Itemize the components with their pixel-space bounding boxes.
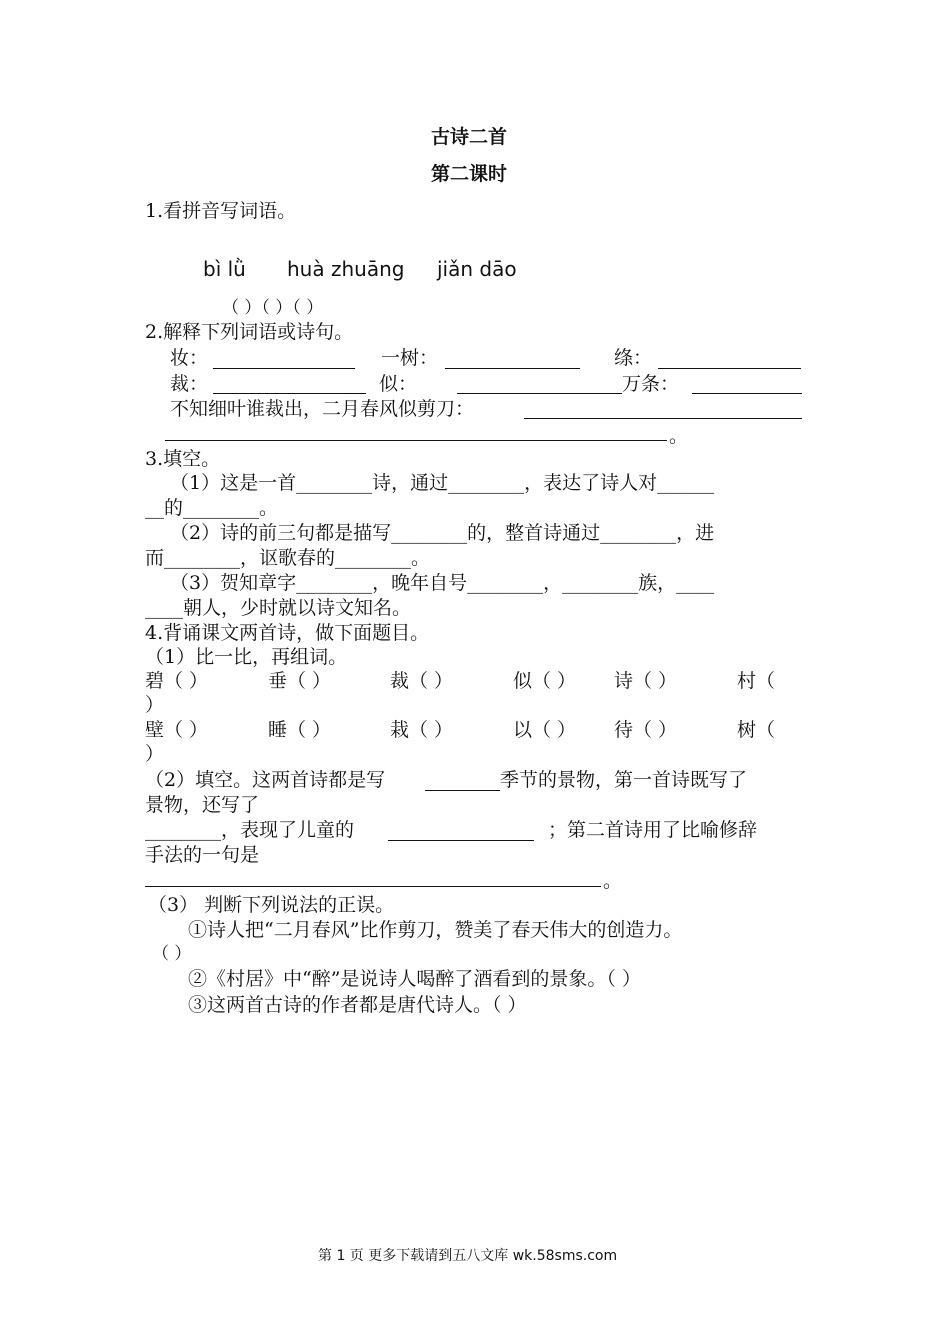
- q4-sub2-d: ________，表现了儿童的: [145, 819, 355, 841]
- pinyin-1: bì lǜ: [203, 257, 246, 281]
- q3-line-6: ____朝人，少时就以诗文知名。: [145, 597, 412, 619]
- q2-end-period: 。: [669, 425, 689, 447]
- q4-sub1: （1）比一比，再组词。: [145, 646, 348, 668]
- pinyin-3: jiǎn dāo: [437, 257, 517, 281]
- compare-wrap: ）: [145, 694, 165, 716]
- q4-sub2-end: 。: [603, 870, 623, 892]
- judge-item-2: ②《村居》中“醉”是说诗人喝醉了酒看到的景象。（ ）: [188, 968, 641, 990]
- compare-item: 壁（ ）: [145, 719, 209, 741]
- q4-sub2-a: （2）填空。这两首诗都是写: [145, 769, 386, 791]
- q4-sub2-c: 景物，还写了: [145, 794, 260, 816]
- q2-label-yishu: 一树：: [381, 347, 439, 369]
- q2-blank-5[interactable]: [457, 393, 622, 394]
- compare-item: 垂（ ）: [268, 670, 332, 692]
- compare-item: 裁（ ）: [390, 670, 454, 692]
- q4-sub2-f: 手法的一句是: [145, 844, 260, 866]
- q2-heading: 2.解释下列词语或诗句。: [145, 321, 354, 343]
- q2-label-zhuang: 妆：: [170, 347, 209, 369]
- q3-line-3: （2）诗的前三句都是描写________的，整首诗通过________，进: [170, 522, 715, 544]
- q4-sub2-e: ；第二首诗用了比喻修辞: [548, 819, 758, 841]
- q3-line-2: __的________。: [145, 497, 279, 519]
- q2-verse: 不知细叶谁裁出，二月春风似剪刀：: [170, 398, 475, 420]
- q2-blank-6[interactable]: [692, 393, 802, 394]
- q2-label-cai: 裁：: [170, 373, 209, 395]
- compare-item: 树（: [737, 719, 776, 741]
- q2-blank-2[interactable]: [445, 368, 580, 369]
- pinyin-2: huà zhuāng: [287, 257, 405, 281]
- q2-label-si: 似：: [379, 373, 418, 395]
- compare-item: 待（ ）: [614, 719, 678, 741]
- compare-item: 碧（ ）: [145, 670, 209, 692]
- compare-item: 村（: [737, 670, 776, 692]
- q4-blank-metaphor[interactable]: [145, 886, 601, 887]
- compare-item: 以（ ）: [513, 719, 577, 741]
- q3-line-5: （3）贺知章字________，晚年自号________，________族，____: [170, 572, 715, 594]
- q1-heading: 1.看拼音写词语。: [145, 200, 297, 222]
- q2-blank-4[interactable]: [213, 393, 366, 394]
- compare-item: 似（ ）: [513, 670, 577, 692]
- page-subtitle: 第二课时: [431, 163, 508, 185]
- q2-label-tao: 绦：: [614, 347, 653, 369]
- q4-heading: 4.背诵课文两首诗，做下面题目。: [145, 622, 430, 644]
- compare-item: 诗（ ）: [614, 670, 678, 692]
- compare-wrap: ）: [145, 743, 165, 765]
- q2-blank-1[interactable]: [213, 368, 355, 369]
- compare-item: 栽（ ）: [390, 719, 454, 741]
- q2-blank-3[interactable]: [658, 368, 801, 369]
- q4-blank-children[interactable]: [388, 840, 534, 841]
- q4-sub3: （3） 判断下列说法的正误。: [148, 894, 395, 916]
- page-title: 古诗二首: [431, 126, 508, 148]
- q3-line-1: （1）这是一首________诗，通过________，表达了诗人对______: [170, 472, 715, 494]
- compare-item: 睡（ ）: [268, 719, 332, 741]
- q3-heading: 3.填空。: [145, 448, 221, 470]
- q2-blank-8[interactable]: [165, 440, 667, 441]
- q2-blank-7[interactable]: [524, 418, 802, 419]
- q4-sub2-b: 季节的景物，第一首诗既写了: [500, 769, 748, 791]
- page-footer: 第 1 页 更多下载请到五八文库 wk.58sms.com: [318, 1248, 618, 1264]
- judge-item-3: ③这两首古诗的作者都是唐代诗人。（ ）: [188, 994, 527, 1016]
- answer-parens: （ ）（ ）（ ）: [222, 298, 324, 318]
- q3-line-4: 而________，讴歌春的________。: [145, 547, 431, 569]
- q4-blank-season[interactable]: [425, 790, 500, 791]
- q2-label-wantiao: 万条：: [622, 373, 680, 395]
- judge-paren-1: （ ）: [152, 944, 192, 964]
- judge-item-1: ①诗人把“二月春风”比作剪刀，赞美了春天伟大的创造力。: [188, 919, 683, 941]
